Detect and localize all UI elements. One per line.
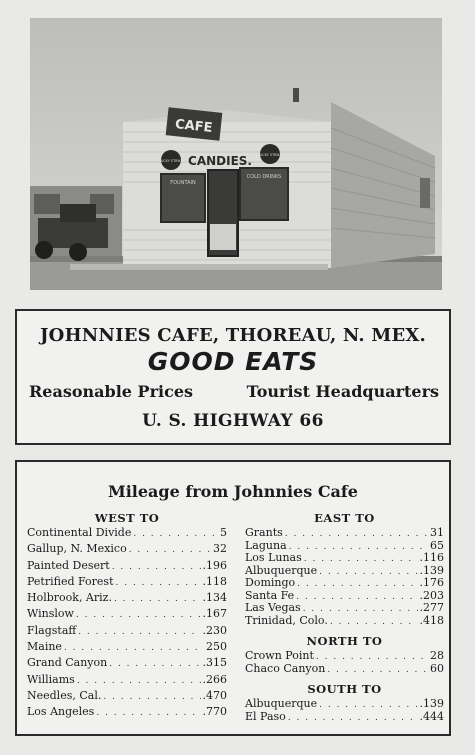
mileage-row — [27, 640, 227, 656]
mileage-row — [245, 614, 444, 627]
tourist-headquarters-text: Tourist Headquarters — [246, 382, 439, 401]
destination-name: Trinidad, Colo. — [245, 613, 328, 627]
destination-name: Albuquerque — [245, 563, 318, 577]
mileage-row — [245, 539, 444, 552]
leader-dots — [116, 578, 201, 588]
leader-dots — [64, 643, 204, 653]
west-rows — [27, 526, 227, 722]
destination-name: Maine — [27, 640, 62, 654]
west-heading: WEST TO — [94, 511, 160, 525]
south-rows — [245, 697, 444, 722]
leader-dots — [114, 594, 201, 604]
mileage-row — [245, 589, 444, 602]
destination-miles: .203 — [419, 588, 444, 602]
destination-name: Crown Point — [245, 649, 314, 662]
leader-dots — [289, 542, 428, 552]
mileage-row — [245, 710, 444, 723]
destination-miles: .770 — [202, 705, 227, 719]
destination-name: Grand Canyon — [27, 656, 108, 670]
destination-miles: .139 — [419, 697, 444, 710]
south-heading: SOUTH TO — [307, 682, 382, 696]
leader-dots — [319, 567, 417, 577]
destination-miles: 32 — [213, 542, 227, 556]
destination-name: Domingo — [245, 576, 296, 589]
leader-dots — [129, 545, 211, 555]
destination-miles: .118 — [202, 574, 227, 588]
cafe-name-heading: JOHNNIES CAFE, THOREAU, N. MEX. — [39, 325, 427, 346]
destination-miles: .470 — [202, 688, 227, 702]
destination-name: Gallup, N. Mexico — [27, 542, 127, 556]
mileage-row — [27, 673, 227, 689]
leader-dots — [109, 659, 200, 669]
destination-miles: 250 — [206, 640, 227, 654]
destination-name: Santa Fe — [245, 588, 295, 602]
east-heading: EAST TO — [314, 511, 375, 525]
destination-name: Albuquerque — [245, 697, 318, 710]
destination-name: Painted Desert — [27, 558, 110, 572]
destination-miles: .277 — [419, 601, 444, 614]
lucky-strike-roundel-right: LUCKY STRIKE — [258, 153, 282, 157]
destination-name: Los Lunas — [245, 551, 302, 564]
destination-name: Winslow — [27, 607, 74, 621]
leader-dots — [285, 529, 428, 539]
destination-miles: .167 — [202, 607, 227, 621]
cafe-sign-box — [15, 309, 451, 445]
mileage-title: Mileage from Johnnies Cafe — [108, 482, 358, 501]
leader-dots — [327, 665, 428, 675]
cafe-sign-text: CAFE — [174, 117, 214, 136]
leader-dots — [77, 676, 201, 686]
leader-dots — [296, 592, 417, 602]
destination-miles: .116 — [419, 551, 444, 564]
destination-miles: .230 — [202, 623, 227, 637]
mileage-row — [245, 662, 444, 675]
destination-name: Continental Divide — [27, 526, 132, 539]
destination-name: Los Angeles — [27, 705, 95, 719]
mileage-row — [245, 697, 444, 710]
leader-dots — [78, 627, 200, 637]
leader-dots — [76, 610, 201, 620]
destination-name: Grants — [245, 526, 283, 539]
leader-dots — [103, 692, 200, 702]
leader-dots — [330, 617, 418, 627]
mileage-row — [245, 564, 444, 577]
destination-miles: 28 — [430, 649, 444, 662]
mileage-row — [27, 526, 227, 542]
destination-name: Holbrook, Ariz. — [27, 591, 112, 605]
leader-dots — [303, 604, 418, 614]
destination-miles: .266 — [202, 672, 227, 686]
mileage-row — [27, 575, 227, 591]
destination-name: Chaco Canyon — [245, 661, 326, 675]
destination-name: Petrified Forest — [27, 574, 114, 588]
destination-miles: .315 — [202, 656, 227, 670]
window-right-text: COLD DRINKS — [246, 174, 282, 180]
west-column — [27, 511, 227, 722]
destination-name: Flagstaff — [27, 623, 77, 637]
mileage-row — [245, 526, 444, 539]
north-heading: NORTH TO — [306, 634, 383, 648]
destination-name: Las Vegas — [245, 601, 301, 614]
mileage-row — [27, 705, 227, 721]
good-eats-slogan: GOOD EATS — [147, 347, 319, 376]
destination-miles: .176 — [419, 576, 444, 589]
mileage-row — [27, 559, 227, 575]
leader-dots — [288, 713, 418, 723]
mileage-row — [27, 542, 227, 558]
leader-dots — [319, 700, 417, 710]
mileage-row — [245, 551, 444, 564]
destination-miles: .418 — [419, 613, 444, 627]
leader-dots — [112, 562, 201, 572]
destination-name: Williams — [27, 672, 75, 686]
destination-name: Laguna — [245, 538, 287, 552]
mileage-row — [245, 601, 444, 614]
destination-miles: 65 — [430, 538, 444, 552]
reasonable-prices-text: Reasonable Prices — [29, 382, 194, 401]
north-rows — [245, 649, 444, 674]
mileage-row — [27, 656, 227, 672]
leader-dots — [133, 529, 218, 539]
mileage-row — [27, 689, 227, 705]
destination-miles: .139 — [419, 563, 444, 577]
destination-miles: 31 — [430, 526, 444, 539]
mileage-row — [245, 576, 444, 589]
mileage-row — [27, 607, 227, 623]
leader-dots — [316, 652, 428, 662]
east-rows — [245, 526, 444, 626]
destination-name: Needles, Cal. — [27, 688, 102, 702]
destination-miles: .134 — [202, 591, 227, 605]
destination-miles: 5 — [220, 526, 227, 539]
mileage-row — [27, 591, 227, 607]
mileage-row — [27, 624, 227, 640]
window-left-text: FOUNTAIN — [170, 180, 196, 186]
cafe-photo — [30, 18, 442, 290]
destination-name: El Paso — [245, 709, 286, 723]
highway-text: U. S. HIGHWAY 66 — [142, 411, 324, 431]
leader-dots — [96, 708, 200, 718]
east-north-south-column — [245, 511, 444, 722]
leader-dots — [297, 579, 417, 589]
lucky-strike-roundel-left: LUCKY STRIKE — [159, 159, 183, 163]
mileage-table-box — [15, 460, 451, 736]
destination-miles: .444 — [419, 709, 444, 723]
leader-dots — [304, 554, 418, 564]
mileage-row — [245, 649, 444, 662]
destination-miles: .196 — [202, 558, 227, 572]
candies-sign-text: CANDIES. — [188, 154, 252, 168]
destination-miles: 60 — [430, 661, 444, 675]
